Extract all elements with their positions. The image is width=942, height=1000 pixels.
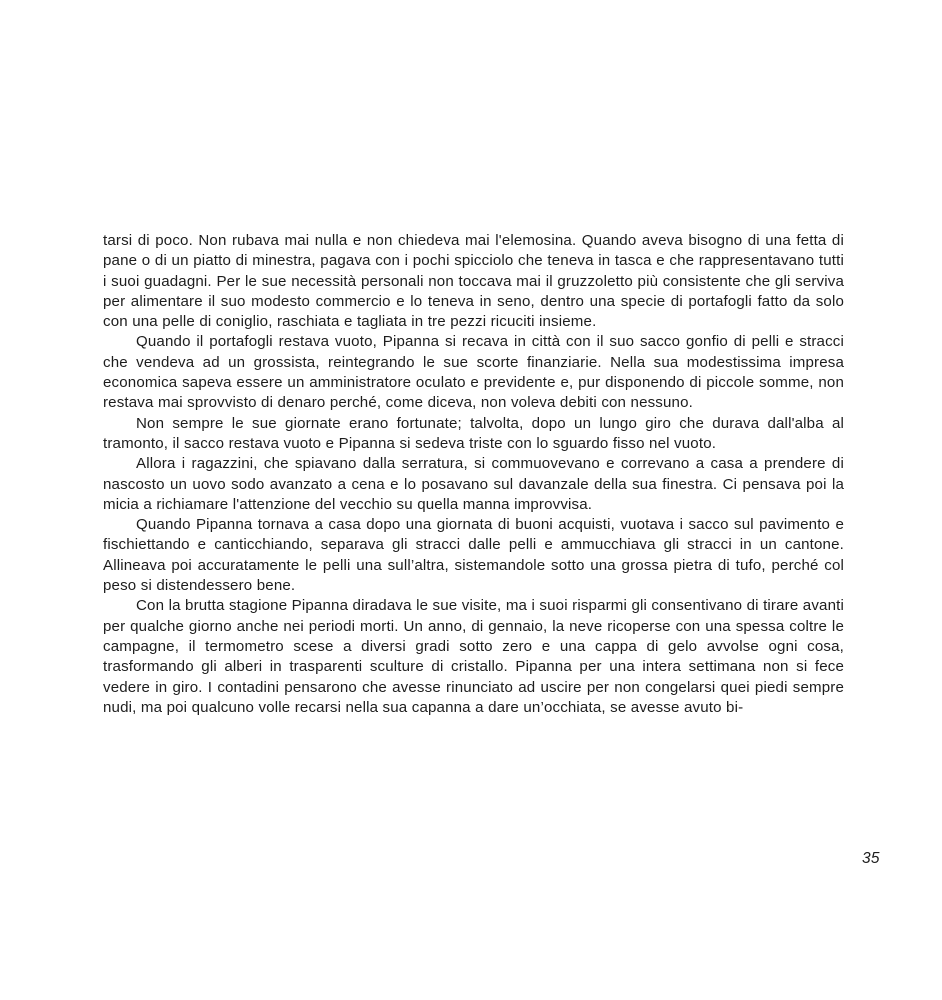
body-paragraph: Con la brutta stagione Pipanna diradava le sue visite, ma i suoi risparmi gli consentivano di tirare avanti per qualche giorno anche nei periodi morti. Un anno, di gennaio, la neve ricoperse con una spessa coltre le campagne, il termometro scese a diversi gradi sotto zero e una cappa di gelo avvolse ogni cosa, trasformando gli alberi in trasparenti sculture di cristallo. Pipanna per una intera settimana non si fece vedere in giro. I contadini pensarono che avesse rinunciato ad uscire per non congelarsi quei piedi sempre nudi, ma poi qualcuno volle recarsi nella sua capanna a dare un’occhiata, se avesse avuto bi- bbox=[103, 597, 844, 716]
page-number: 35 bbox=[862, 850, 880, 867]
body-text-column bbox=[103, 231, 844, 718]
body-paragraph: Allora i ragazzini, che spiavano dalla serratura, si commuovevano e correvano a casa a prendere di nascosto un uovo sodo avanzato a cena e lo posavano sul davanzale della sua finestra. Ci pensava poi la micia a richiamare l'attenzione del vecchio su quella manna improvvisa. bbox=[103, 455, 844, 513]
body-paragraph: tarsi di poco. Non rubava mai nulla e non chiedeva mai l'elemosina. Quando aveva bisogno di una fetta di pane o di un piatto di minestra, pagava con i pochi spicciolo che teneva in tasca e che rappresentavano tutti i suoi guadagni. Per le sue necessità personali non toccava mai il gruzzoletto più consistente che gli serviva per alimentare il suo modesto commercio e lo teneva in seno, dentro una specie di portafogli fatto da solo con una pelle di coniglio, raschiata e tagliata in tre pezzi ricuciti insieme. bbox=[103, 232, 844, 331]
body-paragraph: Non sempre le sue giornate erano fortunate; talvolta, dopo un lungo giro che durava dall'alba al tramonto, il sacco restava vuoto e Pipanna si sedeva triste con lo sguardo fisso nel vuoto. bbox=[103, 414, 844, 452]
body-paragraph: Quando Pipanna tornava a casa dopo una giornata di buoni acquisti, vuotava i sacco sul pavimento e fischiettando e canticchiando, separava gli stracci dalle pelli e ammucchiava gli stracci in un cantone. Allineava poi accuratamente le pelli una sull’altra, sistemandole sotto una grossa pietra di tufo, perché col peso si distendessero bene. bbox=[103, 516, 844, 595]
body-paragraph: Quando il portafogli restava vuoto, Pipanna si recava in città con il suo sacco gonfio di pelli e stracci che vendeva ad un grossista, reintegrando le sue scorte finanziarie. Nella sua modestissima impresa economica sapeva essere un amministratore oculato e previdente e, pur disponendo di piccole somme, non restava mai sprovvisto di denaro perché, come diceva, non voleva debiti con nessuno. bbox=[103, 333, 844, 412]
